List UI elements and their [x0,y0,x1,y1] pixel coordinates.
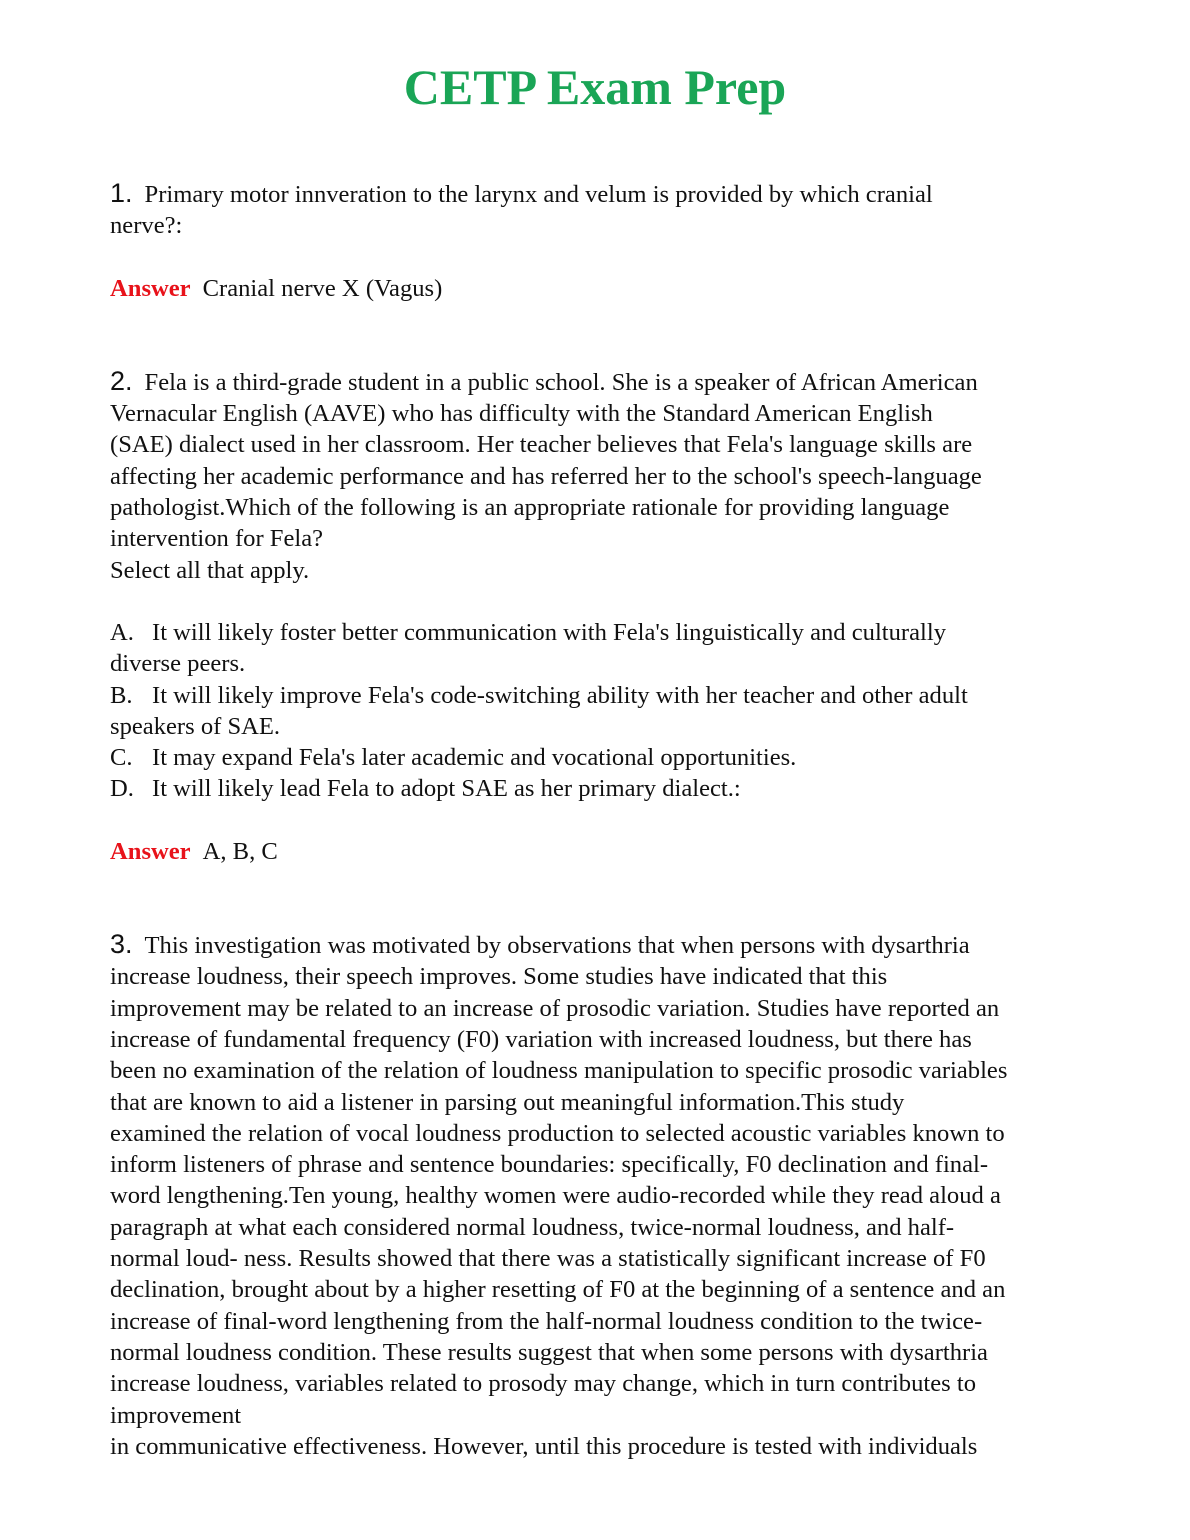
option-letter: A. [110,618,134,646]
question-text-line: nerve?: [110,212,183,240]
question-list [110,178,1110,1462]
answer-1 [110,273,1110,304]
option-letter: D. [110,775,134,803]
question-text-line: increase of fundamental frequency (F0) variation with increased loudness, but there has [110,1025,972,1053]
question-text-line: increase loudness, their speech improves. Some studies have indicated that this [110,963,888,991]
option-d [110,773,1110,804]
question-text-line: Primary motor innveration to the larynx and velum is provided by which cranial [144,181,933,208]
question-text-line: that are known to aid a listener in parsing out meaningful information.This study [110,1088,905,1116]
question-text-line: (SAE) dialect used in her classroom. Her teacher believes that Fela's language skills are [110,431,973,459]
question-number: 1. [110,178,133,208]
question-text-line: declination, brought about by a higher resetting of F0 at the beginning of a sentence and an [110,1276,1006,1304]
question-3 [110,929,1110,1462]
question-text-line: normal loud- ness. Results showed that there was a statistically significant increase of F0 [110,1245,986,1273]
option-text-line: It will likely improve Fela's code-switching ability with her teacher and other adult [152,681,968,709]
option-text-line: It will likely lead Fela to adopt SAE as her primary dialect.: [152,775,741,803]
question-text-line: been no examination of the relation of loudness manipulation to specific prosodic variables [110,1057,1008,1085]
answer-label: Answer [110,274,191,302]
question-text-line: normal loudness condition. These results suggest that when some persons with dysarthria [110,1338,988,1366]
question-text-line: examined the relation of vocal loudness production to selected acoustic variables known to [110,1119,1005,1147]
question-number: 3. [110,929,133,960]
option-text-line: It may expand Fela's later academic and vocational opportunities. [152,744,797,772]
option-letter: B. [110,681,133,709]
answer-text: Cranial nerve X (Vagus) [202,274,443,302]
question-text-line: improvement [110,1401,242,1429]
question-text-line: increase loudness, variables related to prosody may change, which in turn contributes to [110,1370,976,1398]
question-text-line: intervention for Fela? [110,525,324,553]
answer-options [110,617,1110,805]
question-2 [110,366,1110,586]
question-text-line: Select all that apply. [110,556,310,584]
question-text-line: pathologist.Which of the following is an appropriate rationale for providing language [110,494,950,522]
answer-2 [110,836,1110,867]
question-text-line: Fela is a third-grade student in a public school. She is a speaker of African American [144,368,978,396]
question-text-line: inform listeners of phrase and sentence boundaries: specifically, F0 declination and final- [110,1151,989,1179]
question-1 [110,178,1110,242]
option-text-line: It will likely foster better communication with Fela's linguistically and culturally [152,618,946,646]
question-number: 2. [110,365,133,396]
question-text-line: Vernacular English (AAVE) who has difficulty with the Standard American English [110,400,933,428]
question-text-line: in communicative effectiveness. However, until this procedure is tested with individuals [110,1432,978,1460]
question-text-line: paragraph at what each considered normal loudness, twice-normal loudness, and half- [110,1213,955,1241]
option-text-line: speakers of SAE. [110,712,281,740]
question-text-line: This investigation was motivated by observations that when persons with dysarthria [144,932,970,960]
question-text-line: affecting her academic performance and has referred her to the school's speech-language [110,462,982,490]
option-a [110,617,1110,680]
answer-label: Answer [110,837,191,865]
option-letter: C. [110,744,133,772]
answer-text: A, B, C [202,837,278,865]
question-text-line: improvement may be related to an increase of prosodic variation. Studies have reported an [110,994,1000,1022]
option-text-line: diverse peers. [110,650,246,678]
option-c [110,742,1110,773]
option-b [110,680,1110,743]
question-text-line: word lengthening.Ten young, healthy women were audio-recorded while they read aloud a [110,1182,1001,1210]
question-text-line: increase of final-word lengthening from the half-normal loudness condition to the twice- [110,1307,983,1335]
page-title: CETP Exam Prep [403,59,787,115]
